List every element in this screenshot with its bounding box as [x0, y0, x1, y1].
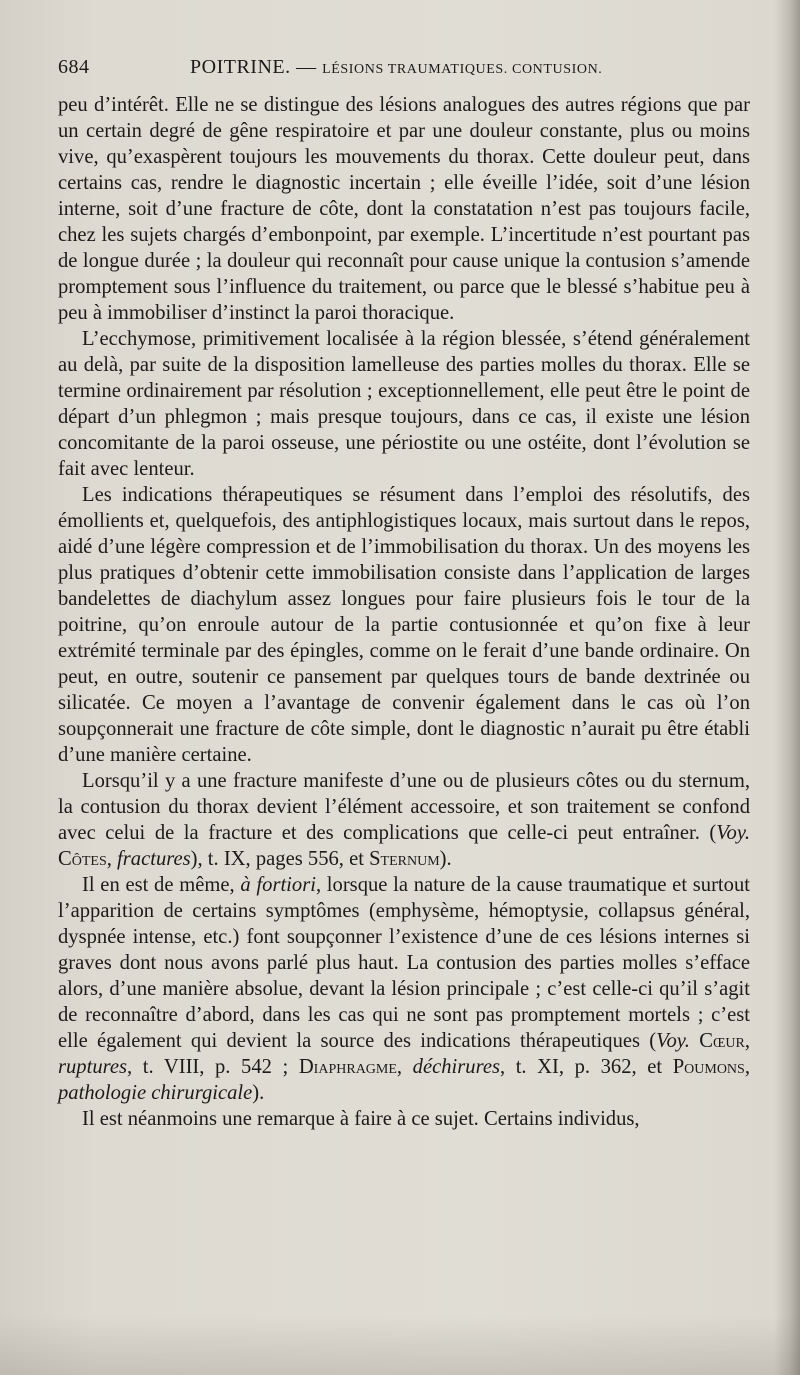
- section-title: POITRINE.: [190, 56, 291, 78]
- p4-voy: Voy.: [716, 822, 750, 844]
- p5-text-b: , lorsque la nature de la cause traumatique et surtout l’apparition de certains symptômes (emphysème, hémoptysie, collapsus général, dyspnée intense, etc.) font soupçonner l’existence d’une de ces lésions internes si graves dont nous avons parlé plus haut. La contusion des parties molles s’efface alors, d’une manière absolue, devant la lésion principale ; c’est celle-ci qu’il s’agit de reconnaître d’abord, dans les cas qui ne sont pas promptement mortels ; c’est elle également qui devient la source des indications thérapeutiques (: [58, 874, 750, 1052]
- p5-ref-dechirures: déchirures: [412, 1056, 500, 1078]
- bottom-shadow: [0, 1315, 800, 1375]
- subsection-title: LÉSIONS TRAUMATIQUES. CONTUSION.: [322, 62, 603, 77]
- p5-voy: Voy.: [656, 1030, 690, 1052]
- p5-ref-diaphragme: Diaphragme: [298, 1056, 397, 1078]
- page-number: 684: [58, 56, 90, 78]
- p5-text-a: Il en est de même,: [82, 874, 241, 896]
- p4-ref-sternum: Sternum: [369, 848, 440, 870]
- header-dash: —: [296, 56, 317, 78]
- p4-text-c: ).: [439, 848, 452, 870]
- p4-comma: ,: [106, 848, 118, 870]
- paragraph-1: peu d’intérêt. Elle ne se distingue des lésions analogues des autres régions que par un certain degré de gêne respiratoire et par une douleur constante, plus ou moins vive, qu’exaspèrent toujours les mouvements du thorax. Cette douleur peut, dans certains cas, rendre le diagnostic incertain ; elle éveille l’idée, soit d’une lésion interne, soit d’une fracture de côte, dont la constatation n’est pas toujours facile, chez les sujets chargés d’embonpoint, par exemple. L’incertitude n’est pourtant pas de longue durée ; la douleur qui reconnaît pour cause unique la contusion s’amende promptement sous l’influence du traitement, ou parce que le blessé s’habitue peu à peu à immobiliser d’instinct la paroi thoracique.: [58, 94, 750, 324]
- p4-ref-fractures: fractures: [117, 848, 191, 870]
- p5-comma-3: ,: [744, 1056, 750, 1078]
- p5-text-d: , t. XI, p. 362, et: [499, 1056, 673, 1078]
- running-header: [58, 50, 758, 84]
- p5-text-c: , t. VIII, p. 542 ;: [127, 1056, 299, 1078]
- paragraph-2: L’ecchymose, primitivement localisée à la région blessée, s’étend généralement au delà, par suite de la disposition lamelleuse des parties molles du thorax. Elle se termine ordinairement par résolution ; exceptionnellement, elle peut être le point de départ d’un phlegmon ; mais presque toujours, dans ce cas, il existe une lésion concomitante de la paroi osseuse, une périostite ou une ostéite, dont l’évolution se fait avec lenteur.: [58, 328, 750, 480]
- p5-ref-coeur: Cœur: [699, 1030, 745, 1052]
- p5-text-e: ).: [252, 1082, 265, 1104]
- body-text: [58, 92, 750, 1132]
- p5-ref-poumons: Poumons: [672, 1056, 745, 1078]
- p5-ref-pathologie: pathologie chirurgicale: [58, 1082, 253, 1104]
- p4-text-b: ), t. IX, pages 556, et: [190, 848, 370, 870]
- p5-comma-1: ,: [744, 1030, 750, 1052]
- running-head: [190, 56, 602, 79]
- p4-text-a: Lorsqu’il y a une fracture manifeste d’une ou de plusieurs côtes ou du sternum, la contusion du thorax devient l’élément accessoire, et son traitement se confond avec celui de la fracture et des complications que celle-ci peut entraîner. (: [58, 770, 750, 844]
- p5-comma-2: ,: [396, 1056, 413, 1078]
- p5-ref-ruptures: ruptures: [58, 1056, 128, 1078]
- paragraph-4: [58, 768, 750, 872]
- p5-space: [690, 1030, 699, 1052]
- paragraph-5: [58, 872, 750, 1106]
- paragraph-3: Les indications thérapeutiques se résument dans l’emploi des résolutifs, des émollients et, quelquefois, des antiphlogistiques locaux, mais surtout dans le repos, aidé d’une légère compression et de l’immobilisation du thorax. Un des moyens les plus pratiques d’obtenir cette immobilisation consiste dans l’application de larges bandelettes de diachylum assez longues pour faire plusieurs fois le tour de la poitrine, qu’on enroule autour de la partie contusionnée et qu’on fixe à leur extrémité terminale par des épingles, comme on le ferait d’une bande ordinaire. On peut, en outre, soutenir ce pansement par quelques tours de bande dextrinée ou silicatée. Ce moyen a l’avantage de convenir également dans le cas où l’on soupçonnerait une fracture de côte simple, dont le diagnostic n’aurait pu être établi d’une manière certaine.: [58, 484, 750, 766]
- p4-ref-cotes: Côtes: [58, 848, 107, 870]
- binding-shadow: [774, 0, 800, 1375]
- p5-fortiori: à fortiori: [240, 874, 316, 896]
- paragraph-6: Il est néanmoins une remarque à faire à ce sujet. Certains individus,: [82, 1108, 640, 1130]
